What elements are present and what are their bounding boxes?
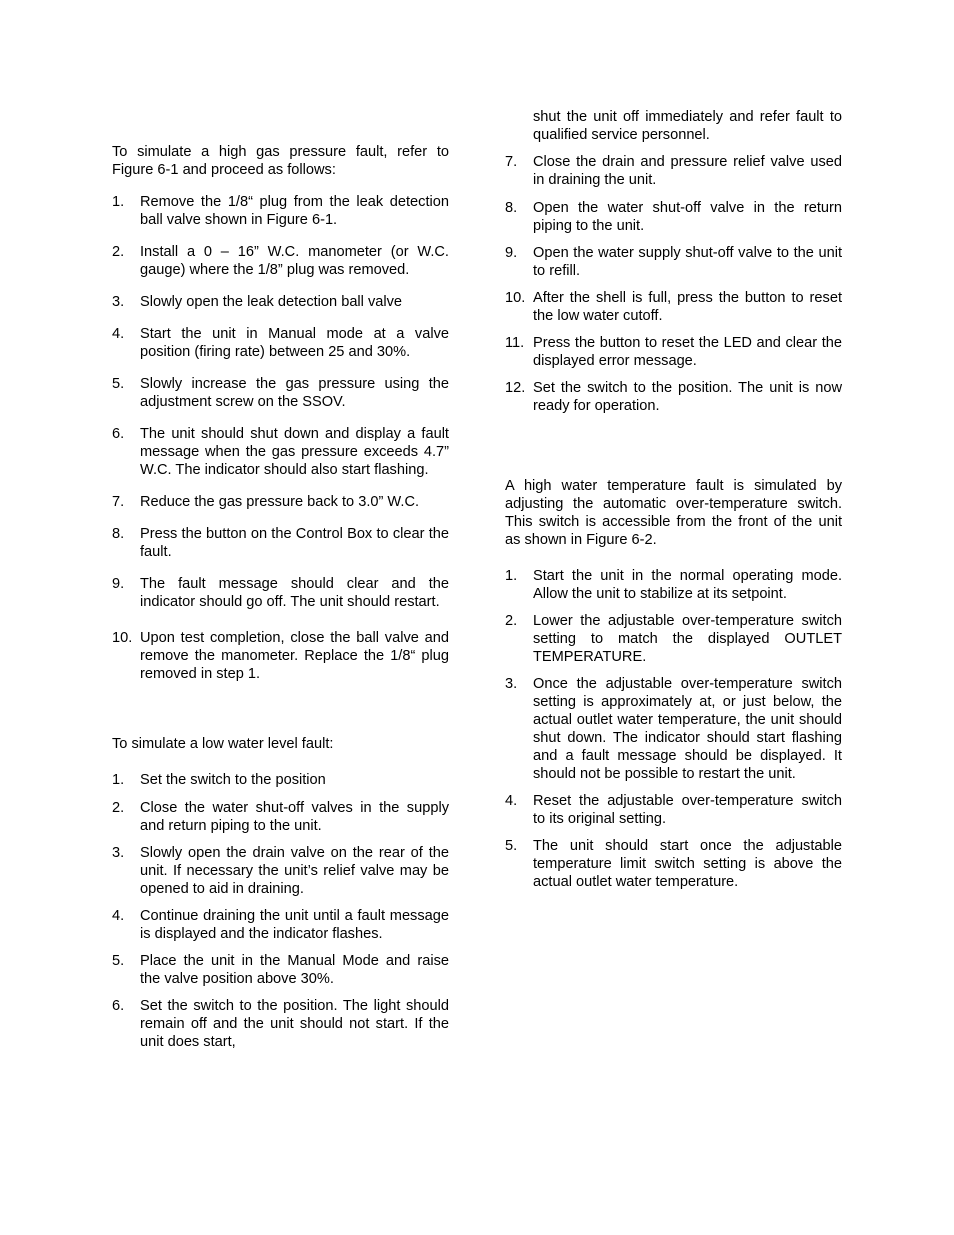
gas-step-8: 8. Press the button on the Control Box to clear the fault.	[112, 526, 449, 560]
high-temp-intro: A high water temperature fault is simulated by adjusting the automatic over-temperature switch. This switch is accessible from the front of the unit as shown in Figure 6-2.	[505, 478, 842, 548]
temp-step-3: 3. Once the adjustable over-temperature switch setting is approximately at, or just below, the actual outlet water temperature, the unit should shut down. The indicator should start flashing and a fault message should be displayed. It should not be possible to restart the unit.	[505, 676, 842, 782]
water-step-11: 11. Press the button to reset the LED and clear the displayed error message.	[505, 335, 842, 369]
gas-step-4: 4. Start the unit in Manual mode at a valve position (firing rate) between 25 and 30%.	[112, 326, 449, 360]
water-step-6-continued: shut the unit off immediately and refer fault to qualified service personnel.	[533, 109, 842, 143]
water-step-6: 6. Set the switch to the position. The light should remain off and the unit should not start. If the unit does start,	[112, 998, 449, 1050]
low-water-intro: To simulate a low water level fault:	[112, 736, 334, 752]
gas-step-7: 7. Reduce the gas pressure back to 3.0” W.C.	[112, 494, 420, 510]
gas-pressure-intro: To simulate a high gas pressure fault, refer to Figure 6-1 and proceed as follows:	[112, 144, 449, 178]
water-step-7: 7. Close the drain and pressure relief valve used in draining the unit.	[505, 154, 842, 188]
gas-step-10: 10. Upon test completion, close the ball valve and remove the manometer. Replace the 1/8“ plug removed in step 1.	[112, 630, 449, 682]
gas-step-5: 5. Slowly increase the gas pressure using the adjustment screw on the SSOV.	[112, 376, 449, 410]
water-step-9: 9. Open the water supply shut-off valve to the unit to refill.	[505, 245, 842, 279]
water-step-2: 2. Close the water shut-off valves in the supply and return piping to the unit.	[112, 800, 449, 834]
temp-step-5: 5. The unit should start once the adjustable temperature limit switch setting is above the actual outlet water temperature.	[505, 838, 842, 890]
gas-step-9: 9. The fault message should clear and the indicator should go off. The unit should restart.	[112, 576, 449, 610]
water-step-12: 12. Set the switch to the position. The unit is now ready for operation.	[505, 380, 842, 414]
water-step-5: 5. Place the unit in the Manual Mode and raise the valve position above 30%.	[112, 953, 449, 987]
water-step-4: 4. Continue draining the unit until a fault message is displayed and the indicator flashes.	[112, 908, 449, 942]
gas-step-1: 1. Remove the 1/8“ plug from the leak detection ball valve shown in Figure 6-1.	[112, 194, 449, 228]
water-step-10: 10. After the shell is full, press the button to reset the low water cutoff.	[505, 290, 842, 324]
gas-step-6: 6. The unit should shut down and display a fault message when the gas pressure exceeds 4.7” W.C. The indicator should also start flashing.	[112, 426, 449, 478]
temp-step-4: 4. Reset the adjustable over-temperature switch to its original setting.	[505, 793, 842, 827]
water-step-1: 1. Set the switch to the position	[112, 772, 326, 788]
right-column	[505, 108, 842, 891]
gas-step-3: 3. Slowly open the leak detection ball valve	[112, 294, 403, 310]
gas-step-2: 2. Install a 0 – 16” W.C. manometer (or W.C. gauge) where the 1/8” plug was removed.	[112, 244, 449, 278]
left-column	[112, 143, 449, 1051]
temp-step-2: 2. Lower the adjustable over-temperature switch setting to match the displayed OUTLET TEMPERATURE.	[505, 613, 842, 665]
water-step-3: 3. Slowly open the drain valve on the rear of the unit. If necessary the unit’s relief valve may be opened to aid in draining.	[112, 845, 449, 897]
temp-step-1: 1. Start the unit in the normal operating mode. Allow the unit to stabilize at its setpoint.	[505, 568, 842, 602]
water-step-8: 8. Open the water shut-off valve in the return piping to the unit.	[505, 200, 842, 234]
